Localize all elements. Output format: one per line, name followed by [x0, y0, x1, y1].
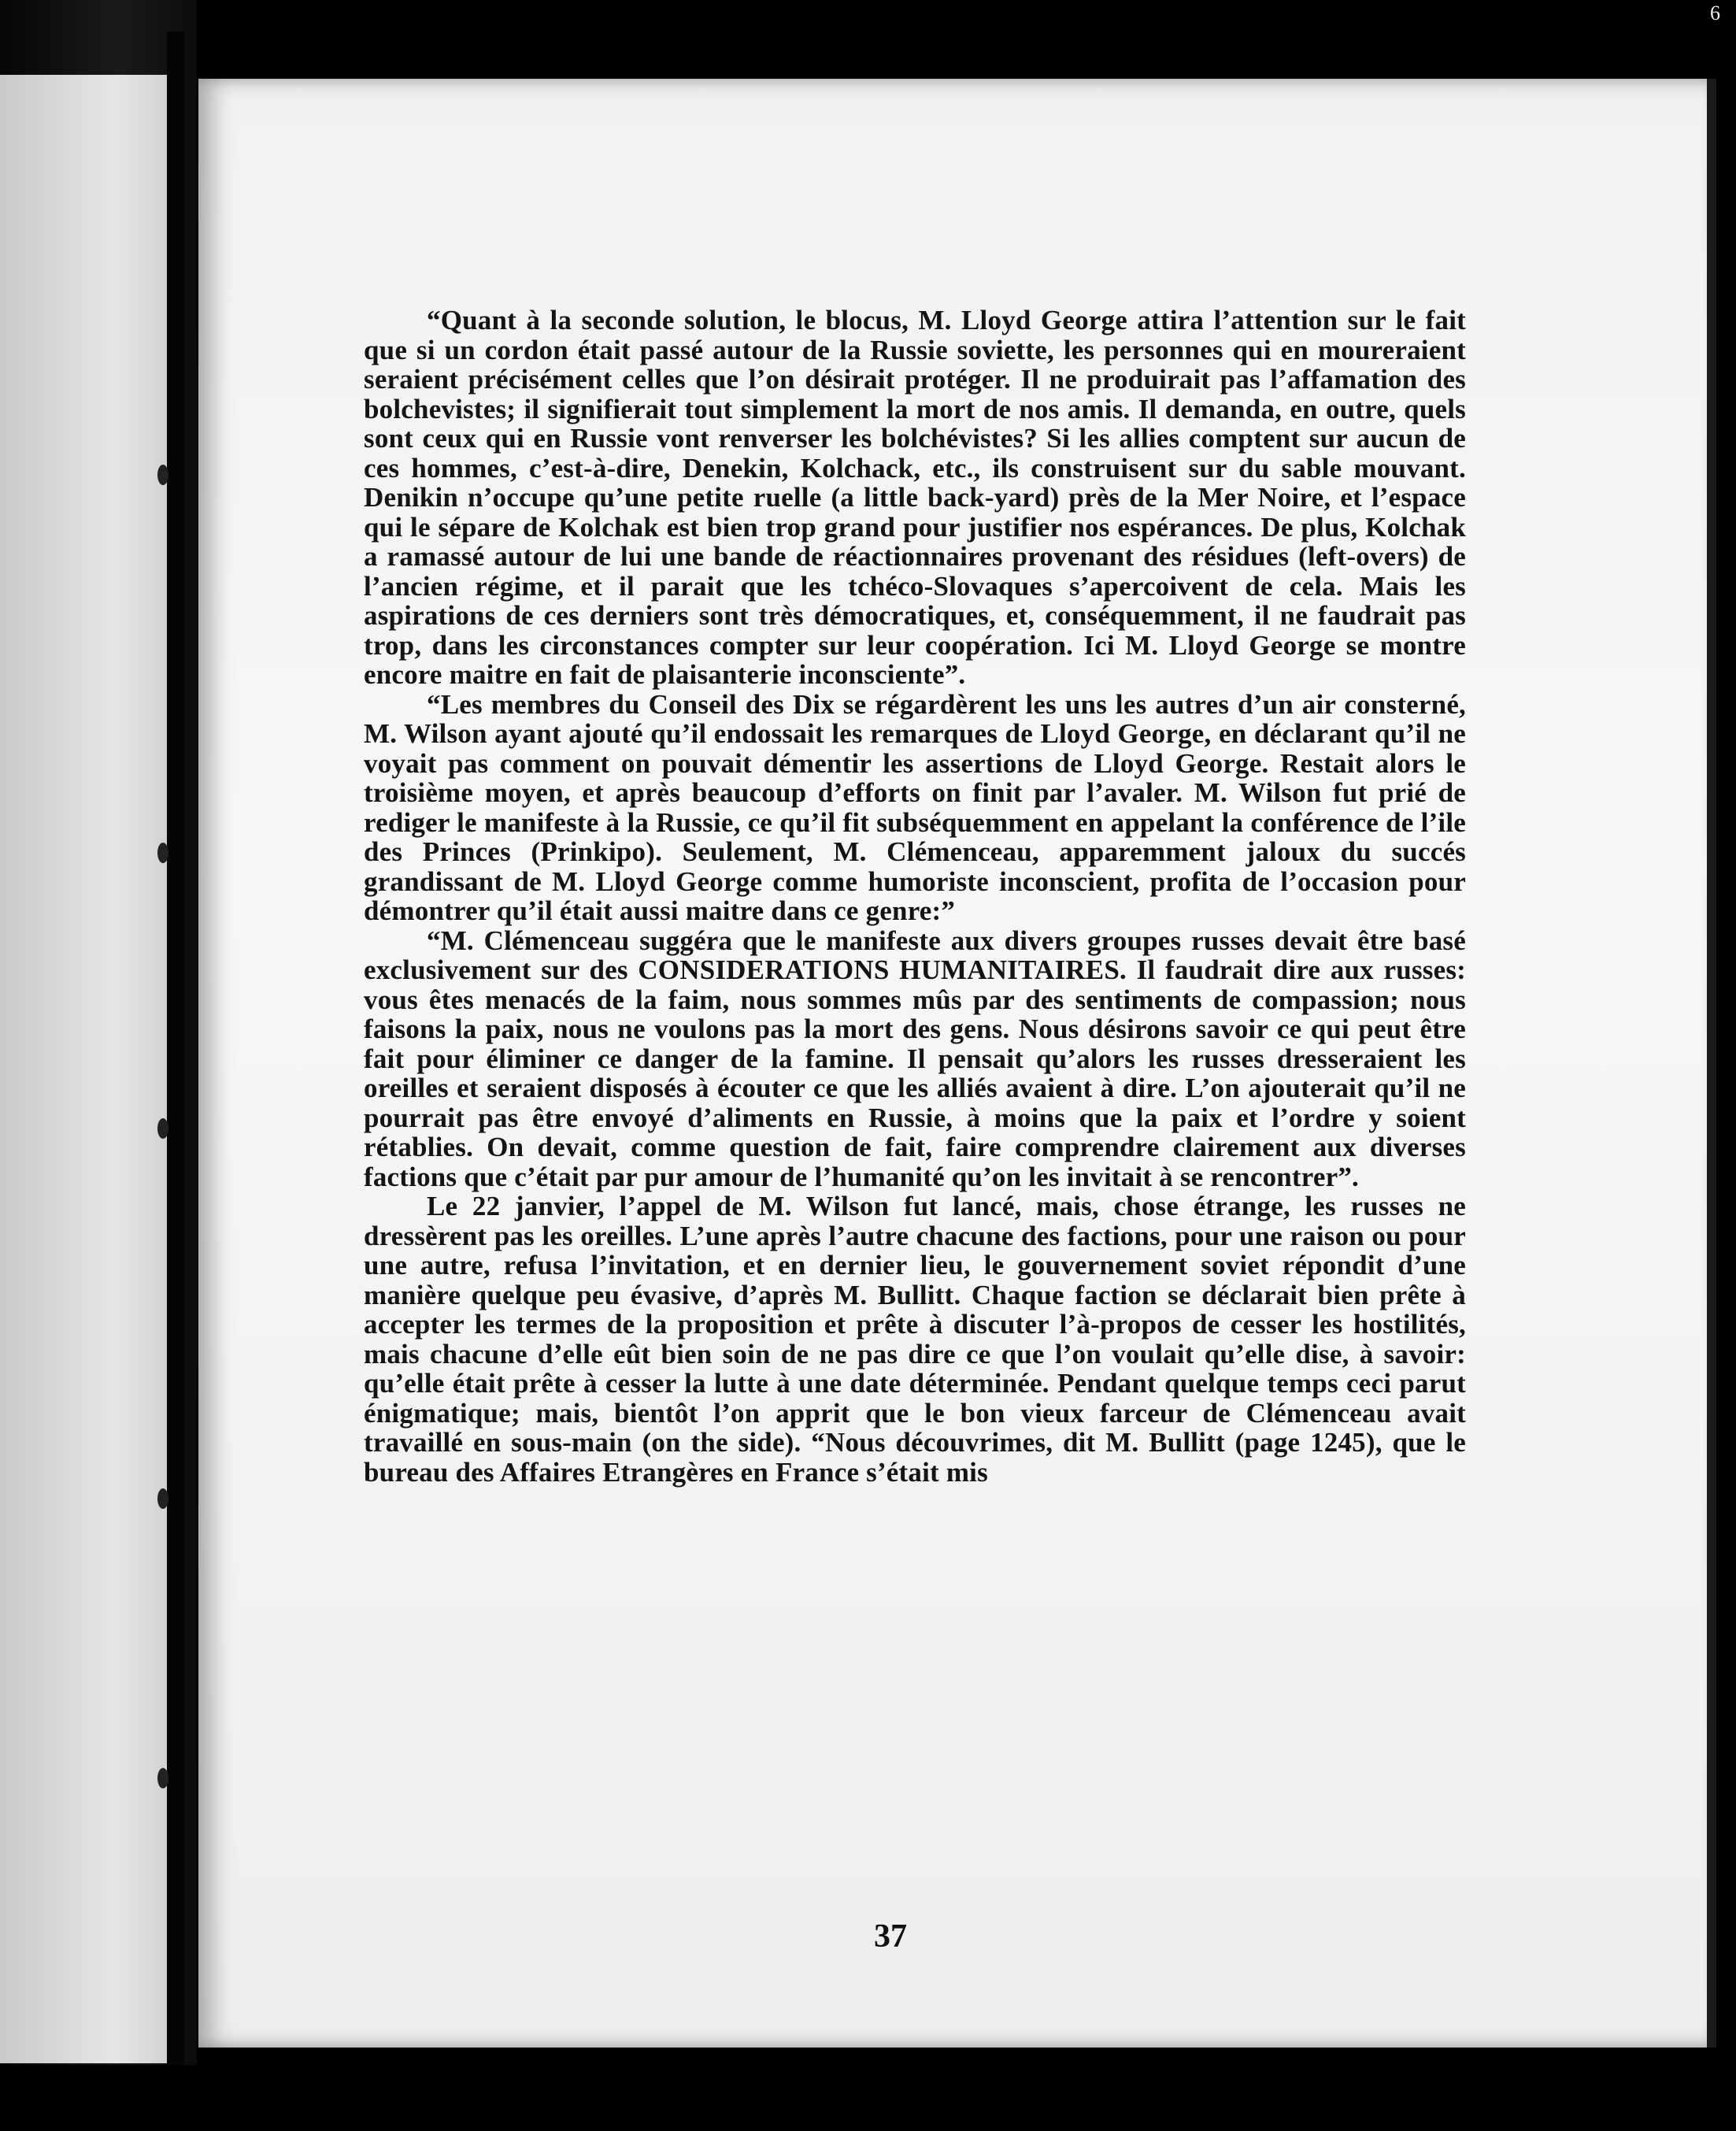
- binding-mark: [157, 1488, 168, 1509]
- page-number: 37: [874, 1918, 907, 1955]
- page-right-edge: [1707, 79, 1716, 2048]
- binding-mark: [157, 1118, 168, 1139]
- body-text: [364, 306, 1466, 1487]
- binding-mark: [157, 843, 168, 863]
- paragraph: “Quant à la seconde solution, le blocus, M. Lloyd George attira l’attention sur le fait que si un cordon était passé autour de la Russie soviette, les personnes qui en moureraient seraient précisément celles que l’on désirait protéger. Il ne produirait pas l’affamation des bolchevistes; il signifierait tout simplement la mort de nos amis. Il demanda, en outre, quels sont ceux qui en Russie vont renverser les bolchévistes? Si les allies comptent sur aucun de ces hommes, c’est-à-dire, Denekin, Kolchack, etc., ils construisent sur du sable mouvant. Denikin n’occupe qu’une petite ruelle (a little back-yard) près de la Mer Noire, et l’espace qui le sépare de Kolchak est bien trop grand pour justifier nos espérances. De plus, Kolchak a ramassé autour de lui une bande de réactionnaires provenant des résidues (left-overs) de l’ancien régime, et il parait que les tchéco-Slovaques s’apercoivent de cela. Mais les aspirations de ces derniers sont très démocratiques, et, conséquemment, il ne faudrait pas trop, dans les circonstances compter sur leur coopération. Ici M. Lloyd George se montre encore maitre en fait de plaisanterie inconsciente”.: [364, 305, 1466, 690]
- paragraph: “Les membres du Conseil des Dix se régardèrent les uns les autres d’un air consterné, M. Wilson ayant ajouté qu’il endossait les remarques de Lloyd George, en déclarant qu’il ne voyait pas comment on pouvait démentir les assertions de Lloyd George. Restait alors le troisième moyen, et après beaucoup d’efforts on finit par l’avaler. M. Wilson fut prié de rediger le manifeste à la Russie, ce qu’il fit subséquemment en appelant la conférence de l’ile des Princes (Prinkipo). Seulement, M. Clémenceau, apparemment jaloux du succés grandissant de M. Lloyd George comme humoriste inconscient, profita de l’occasion pour démontrer qu’il était aussi maitre dans ce genre:”: [364, 688, 1466, 926]
- paragraph: “M. Clémenceau suggéra que le manifeste aux divers groupes russes devait être basé exclusivement sur des CONSIDERATIONS HUMANITAIRES. Il faudrait dire aux russes: vous êtes menacés de la faim, nous sommes mûs par des sentiments de compassion; nous faisons la paix, nous ne voulons pas la mort des gens. Nous désirons savoir ce qui peut être fait pour éliminer ce danger de la famine. Il pensait qu’alors les russes dresseraient les oreilles et seraient disposés à écouter ce que les alliés avaient à dire. L’on ajouterait qu’il ne pourrait pas être envoyé d’aliments en Russie, à moins que la paix et l’ordre y soient rétablies. On devait, comme question de fait, faire comprendre clairement aux diverses factions que c’était par pur amour de l’humanité qu’on les invitait à se rencontrer”.: [364, 925, 1466, 1192]
- corner-mark: 6: [1710, 2, 1720, 24]
- binding-mark: [157, 465, 168, 485]
- book-gutter: [167, 32, 184, 2111]
- paragraph: Le 22 janvier, l’appel de M. Wilson fut lancé, mais, chose étrange, les russes ne dressèrent pas les oreilles. L’une après l’autre chacune des factions, pour une raison ou pour une autre, refusa l’invitation, et en dernier lieu, le gouvernement soviet répondit d’une manière quelque peu évasive, d’après M. Bullitt. Chaque faction se déclarait bien prête à accepter les termes de la proposition et prête à discuter l’à-propos de cesser les hostilités, mais chacune d’elle eût bien soin de ne pas dire ce que l’on voulait qu’elle dise, à savoir: qu’elle était prête à cesser la lutte à une date déterminée. Pendant quelque temps ceci parut énigmatique; mais, bientôt l’on apprit que le bon vieux farceur de Clémenceau avait travaillé en sous-main (on the side). “Nous découvrimes, dit M. Bullitt (page 1245), que le bureau des Affaires Etrangères en France s’était mis: [364, 1191, 1466, 1488]
- film-border-bottom: [0, 2065, 1736, 2131]
- previous-page-edge: [0, 75, 167, 2063]
- binding-mark: [157, 1768, 168, 1788]
